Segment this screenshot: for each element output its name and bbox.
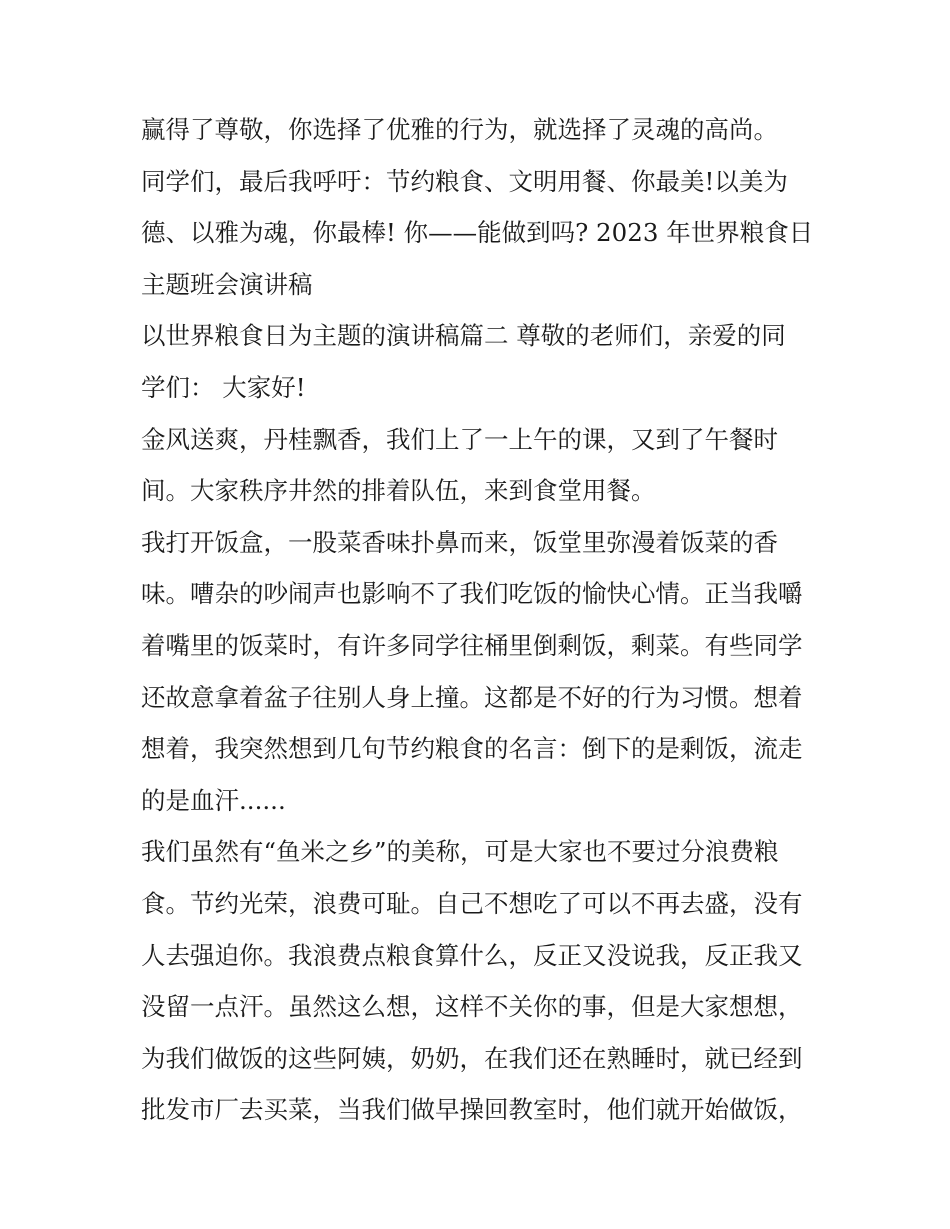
text-line: 我们虽然有“鱼米之乡”的美称，可是大家也不要过分浪费粮 bbox=[141, 837, 779, 867]
text-line: 间。大家秩序井然的排着队伍，来到食堂用餐。 bbox=[141, 476, 656, 506]
document-body bbox=[141, 104, 821, 1136]
text-line: 学们： 大家好! bbox=[141, 372, 306, 402]
text-line: 想着，我突然想到几句节约粮食的名言：倒下的是剩饭，流走 bbox=[141, 734, 803, 764]
text-line: 主题班会演讲稿 bbox=[141, 269, 313, 299]
text-line: 人去强迫你。我浪费点粮食算什么，反正又没说我，反正我又 bbox=[141, 940, 803, 970]
text-line: 着嘴里的饭菜时，有许多同学往桶里倒剩饭，剩菜。有些同学 bbox=[141, 630, 803, 660]
text-line: 我打开饭盒，一股菜香味扑鼻而来，饭堂里弥漫着饭菜的香 bbox=[141, 527, 778, 557]
text-line: 以世界粮食日为主题的演讲稿篇二 尊敬的老师们，亲爱的同 bbox=[141, 321, 786, 351]
text-line: 的是血汗...... bbox=[141, 785, 286, 815]
text-line: 金风送爽，丹桂飘香，我们上了一上午的课，又到了午餐时 bbox=[141, 424, 778, 454]
text-line: 为我们做饭的这些阿姨，奶奶，在我们还在熟睡时，就已经到 bbox=[141, 1043, 803, 1073]
text-line: 还故意拿着盆子往别人身上撞。这都是不好的行为习惯。想着 bbox=[141, 682, 803, 712]
text-line: 食。节约光荣，浪费可耻。自己不想吃了可以不再去盛，没有 bbox=[141, 888, 803, 918]
text-line: 赢得了尊敬，你选择了优雅的行为，就选择了灵魂的高尚。 bbox=[141, 115, 778, 144]
text-line: 德、以雅为魂，你最棒! 你——能做到吗? 2023 年世界粮食日 bbox=[141, 218, 814, 248]
text-line: 同学们，最后我呼吁：节约粮食、文明用餐、你最美!以美为 bbox=[141, 166, 788, 196]
text-line: 没留一点汗。虽然这么想，这样不关你的事，但是大家想想， bbox=[141, 992, 803, 1022]
text-line: 批发市厂去买菜，当我们做早操回教室时，他们就开始做饭， bbox=[141, 1095, 803, 1125]
text-line: 味。嘈杂的吵闹声也影响不了我们吃饭的愉快心情。正当我嚼 bbox=[141, 579, 803, 609]
